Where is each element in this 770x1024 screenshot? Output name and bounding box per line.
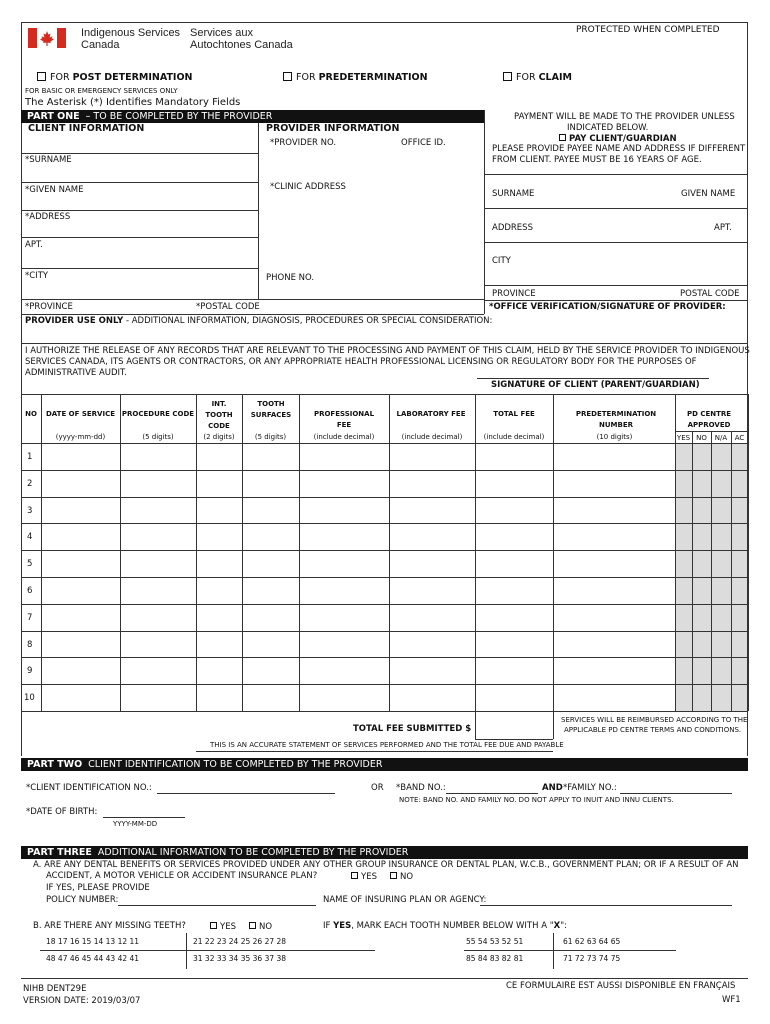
basic-emergency-note: FOR BASIC OR EMERGENCY SERVICES ONLY	[25, 87, 178, 95]
payee-line	[484, 208, 748, 209]
table-row-line	[21, 497, 748, 498]
dob-format-hint: YYYY-MM-DD	[113, 820, 158, 828]
column-divider	[484, 110, 485, 314]
predetermination-option[interactable]: FOR PREDETERMINATION	[283, 72, 428, 84]
table-row-number: 3	[27, 506, 33, 516]
insuring-plan-label: NAME OF INSURING PLAN OR AGENCY:	[323, 895, 487, 905]
version-date: VERSION DATE: 2019/03/07	[23, 996, 141, 1006]
teeth-row-1-a[interactable]: 18 17 16 15 14 13 12 11	[46, 937, 140, 946]
question-a-yes[interactable]: YES	[351, 872, 377, 883]
payee-note-1: PAYMENT WILL BE MADE TO THE PROVIDER UNLESS	[514, 112, 735, 122]
client-info-heading: CLIENT INFORMATION	[28, 123, 145, 134]
authorization-text-1: I AUTHORIZE THE RELEASE OF ANY RECORDS THAT ARE RELEVANT TO THE PROCESSING AND PAYMENT OF THIS CLAIM, HELD BY THE SERVICE PROVIDER TO INDIGENOUS	[25, 346, 750, 356]
client-line	[21, 299, 484, 300]
question-b-label: B. ARE THERE ANY MISSING TEETH?	[33, 921, 186, 931]
french-available-note: CE FORMULAIRE EST AUSSI DISPONIBLE EN FRANÇAIS	[506, 981, 736, 991]
table-column-line	[711, 431, 712, 711]
total-box-line	[475, 711, 476, 739]
total-box-line	[553, 711, 554, 739]
table-column-line	[21, 394, 22, 711]
pd-no-label: NO	[696, 434, 707, 442]
wf-code: WF1	[722, 995, 741, 1005]
date-of-birth-input[interactable]	[103, 817, 185, 818]
col-header-professional-fee: PROFESSIONAL FEE	[313, 410, 375, 429]
section-line	[21, 394, 748, 395]
col-header-total-fee: TOTAL FEE	[493, 410, 535, 418]
table-header-line	[675, 431, 748, 432]
table-column-line	[692, 431, 693, 711]
band-family-note: NOTE: BAND NO. AND FAMILY NO. DO NOT APPLY TO INUIT AND INNU CLIENTS.	[399, 796, 674, 804]
teeth-row-2-c[interactable]: 85 84 83 82 81	[466, 954, 524, 963]
family-number-input[interactable]	[620, 793, 732, 794]
claim-option[interactable]: FOR CLAIM	[503, 72, 572, 84]
teeth-divider-v	[186, 933, 187, 969]
table-column-line	[120, 394, 121, 711]
date-of-birth-label: *DATE OF BIRTH:	[26, 807, 98, 817]
payee-line	[484, 300, 748, 301]
table-column-line	[299, 394, 300, 711]
client-signature-label: SIGNATURE OF CLIENT (PARENT/GUARDIAN)	[491, 380, 700, 390]
client-id-label: *CLIENT IDENTIFICATION NO.:	[26, 783, 152, 793]
teeth-divider-v	[553, 933, 554, 969]
teeth-divider-h	[464, 950, 676, 951]
pd-na-label: N/A	[714, 434, 728, 442]
payee-line	[484, 285, 748, 286]
table-column-line	[748, 394, 749, 711]
client-apt-label: APT.	[25, 240, 43, 250]
client-city-label: *CITY	[25, 271, 49, 281]
frame-top	[21, 22, 748, 23]
client-line	[21, 237, 258, 238]
reimbursement-note-2: APPLICABLE PD CENTRE TERMS AND CONDITIONS.	[564, 726, 742, 734]
question-a-no[interactable]: NO	[390, 872, 413, 883]
table-row-line	[21, 684, 748, 685]
client-id-input[interactable]	[157, 793, 335, 794]
dept-name-en-1: Indigenous Services	[81, 27, 181, 39]
client-address-label: *ADDRESS	[25, 212, 71, 222]
table-row-line	[21, 631, 748, 632]
col-header-no: NO	[25, 410, 37, 418]
payee-city-label: CITY	[492, 256, 511, 266]
table-row-number: 7	[27, 613, 33, 623]
format-laboratory-fee: (include decimal)	[401, 433, 463, 441]
teeth-row-1-d[interactable]: 61 62 63 64 65	[563, 937, 621, 946]
section-line	[21, 343, 748, 344]
teeth-row-1-c[interactable]: 55 54 53 52 51	[466, 937, 524, 946]
table-row-number: 10	[24, 693, 35, 703]
format-date: (yyyy-mm-dd)	[55, 433, 106, 441]
band-number-input[interactable]	[446, 793, 538, 794]
table-row-line	[21, 577, 748, 578]
table-column-line	[196, 394, 197, 711]
client-line	[21, 210, 258, 211]
provider-use-only-label: PROVIDER USE ONLY - ADDITIONAL INFORMATION, DIAGNOSIS, PROCEDURES OR SPECIAL CONSIDERATION:	[25, 316, 493, 326]
client-province-label: *PROVINCE	[25, 302, 73, 312]
teeth-row-2-b[interactable]: 31 32 33 34 35 36 37 38	[193, 954, 287, 963]
band-number-label: *BAND NO.:	[396, 783, 446, 793]
pay-client-option[interactable]: PAY CLIENT/GUARDIAN	[559, 134, 677, 145]
teeth-row-2-d[interactable]: 71 72 73 74 75	[563, 954, 621, 963]
policy-number-label: POLICY NUMBER:	[46, 895, 119, 905]
question-b-yes[interactable]: YES	[210, 922, 236, 933]
payee-province-label: PROVINCE	[492, 289, 536, 299]
phone-number-label: PHONE NO.	[266, 273, 315, 283]
col-header-laboratory-fee: LABORATORY FEE	[396, 410, 466, 418]
table-row-line	[21, 657, 748, 658]
table-column-line	[675, 394, 676, 711]
mark-teeth-instruction: IF YES, MARK EACH TOOTH NUMBER BELOW WITH A "X":	[323, 921, 567, 931]
question-b-no[interactable]: NO	[249, 922, 272, 933]
pd-ac-label: AC	[734, 434, 745, 442]
family-number-label: *FAMILY NO.:	[563, 783, 617, 793]
insuring-plan-input[interactable]	[480, 905, 732, 906]
format-professional-fee: (include decimal)	[313, 433, 375, 441]
col-header-date: DATE OF SERVICE	[45, 410, 115, 418]
payee-postal-code-label: POSTAL CODE	[680, 289, 740, 299]
provider-number-label: *PROVIDER NO.	[270, 138, 337, 148]
signature-line[interactable]	[477, 378, 709, 379]
question-a-yes-checkbox[interactable]	[351, 872, 358, 879]
table-row-number: 4	[27, 532, 33, 542]
format-surfaces: (5 digits)	[254, 433, 287, 441]
form-id: NIHB DENT29E	[23, 984, 87, 994]
payee-given-name-label: GIVEN NAME	[681, 189, 736, 199]
table-row-line	[21, 604, 748, 605]
claim-checkbox[interactable]	[503, 72, 512, 81]
part-one-header: PART ONE – TO BE COMPLETED BY THE PROVIDER	[21, 110, 484, 123]
authorization-text-3: ADMINISTRATIVE AUDIT.	[25, 368, 127, 378]
or-label: OR	[371, 783, 384, 793]
question-b-yes-checkbox[interactable]	[210, 922, 217, 929]
payee-line	[484, 242, 748, 243]
policy-number-input[interactable]	[118, 905, 316, 906]
and-label: AND	[542, 783, 563, 793]
payee-note-3: PLEASE PROVIDE PAYEE NAME AND ADDRESS IF DIFFERENT	[492, 144, 746, 154]
part-three-header: PART THREE ADDITIONAL INFORMATION TO BE COMPLETED BY THE PROVIDER	[21, 846, 748, 859]
payee-line	[484, 174, 748, 175]
table-row-line	[21, 523, 748, 524]
table-row-number: 9	[27, 666, 33, 676]
table-row-number: 6	[27, 586, 33, 596]
format-predetermination: (10 digits)	[596, 433, 633, 441]
total-box-line	[475, 739, 553, 740]
col-header-pd-centre: PD CENTRE APPROVED	[686, 410, 732, 429]
col-header-procedure: PROCEDURE CODE	[121, 410, 195, 418]
dept-name-fr-2: Autochtones Canada	[190, 39, 293, 51]
table-column-line	[242, 394, 243, 711]
clinic-address-label: *CLINIC ADDRESS	[270, 182, 346, 192]
statement-line	[196, 751, 553, 752]
client-postal-code-label: *POSTAL CODE	[196, 302, 260, 312]
payee-surname-label: SURNAME	[492, 189, 535, 199]
part-two-header: PART TWO CLIENT IDENTIFICATION TO BE COMPLETED BY THE PROVIDER	[21, 758, 748, 771]
format-int-tooth: (2 digits)	[203, 433, 235, 441]
col-header-surfaces: TOOTH SURFACES	[250, 400, 292, 419]
table-row-line	[21, 470, 748, 471]
teeth-divider-h	[40, 950, 375, 951]
post-determination-option[interactable]: FOR POST DETERMINATION	[37, 72, 193, 84]
col-header-predetermination: PREDETERMINATION NUMBER	[575, 410, 657, 429]
teeth-row-2-a[interactable]: 48 47 46 45 44 43 42 41	[46, 954, 140, 963]
client-given-name-label: *GIVEN NAME	[25, 185, 84, 195]
table-column-line	[41, 394, 42, 711]
table-row-number: 8	[27, 640, 33, 650]
format-total-fee: (include decimal)	[483, 433, 545, 441]
office-verification-label: *OFFICE VERIFICATION/SIGNATURE OF PROVIDER:	[489, 302, 726, 312]
canada-flag	[28, 28, 66, 48]
table-header-line	[21, 443, 748, 444]
if-yes-provide-label: IF YES, PLEASE PROVIDE	[46, 883, 150, 893]
client-line	[21, 182, 258, 183]
client-line	[21, 153, 258, 154]
pd-yes-label: YES	[676, 434, 691, 442]
payee-apt-label: APT.	[714, 223, 732, 233]
table-column-line	[553, 394, 554, 711]
teeth-row-1-b[interactable]: 21 22 23 24 25 26 27 28	[193, 937, 287, 946]
column-divider	[258, 123, 259, 299]
table-row-number: 5	[27, 559, 33, 569]
post-determination-checkbox[interactable]	[37, 72, 46, 81]
table-column-line	[389, 394, 390, 711]
payee-note-2: INDICATED BELOW.	[567, 123, 649, 133]
accurate-statement: THIS IS AN ACCURATE STATEMENT OF SERVICES PERFORMED AND THE TOTAL FEE DUE AND PAYABLE	[210, 741, 564, 749]
question-a-line-2: ACCIDENT, A MOTOR VEHICLE OR ACCIDENT INSURANCE PLAN?	[46, 871, 318, 881]
question-a-line-1: A. ARE ANY DENTAL BENEFITS OR SERVICES PROVIDED UNDER ANY OTHER GROUP INSURANCE OR DENTAL PLAN, W.C.B., GOVERNMENT PLAN; OR IF A RESULT OF AN	[33, 860, 739, 870]
provider-info-heading: PROVIDER INFORMATION	[266, 123, 400, 134]
payee-address-label: ADDRESS	[492, 223, 533, 233]
table-row-number: 1	[27, 452, 33, 462]
section-line	[21, 314, 484, 315]
authorization-text-2: SERVICES CANADA, ITS AGENTS OR CONTRACTORS, OR ANY APPROPRIATE HEALTH PROFESSIONAL LICENSING OR REGULATORY BODY FOR THE PURPOSES OF	[25, 357, 697, 367]
question-b-no-checkbox[interactable]	[249, 922, 256, 929]
table-column-line	[731, 431, 732, 711]
reimbursement-note-1: SERVICES WILL BE REIMBURSED ACCORDING TO THE	[561, 716, 748, 724]
protected-notice: PROTECTED WHEN COMPLETED	[576, 25, 720, 35]
total-fee-submitted-label: TOTAL FEE SUBMITTED $	[353, 724, 472, 734]
predetermination-checkbox[interactable]	[283, 72, 292, 81]
footer-line	[21, 978, 748, 979]
client-line	[21, 268, 258, 269]
office-id-label: OFFICE ID.	[401, 138, 446, 148]
format-procedure: (5 digits)	[142, 433, 174, 441]
pay-client-checkbox[interactable]	[559, 134, 566, 141]
question-a-no-checkbox[interactable]	[390, 872, 397, 879]
payee-note-4: FROM CLIENT. PAYEE MUST BE 16 YEARS OF AGE.	[492, 155, 702, 165]
table-row-line	[21, 550, 748, 551]
asterisk-note: The Asterisk (*) Identifies Mandatory Fields	[25, 97, 241, 108]
col-header-int-tooth: INT. TOOTH CODE	[205, 400, 233, 430]
table-row-line	[21, 711, 748, 712]
dept-name-en-2: Canada	[81, 39, 120, 51]
table-column-line	[475, 394, 476, 711]
table-row-number: 2	[27, 479, 33, 489]
dept-name-fr-1: Services aux	[190, 27, 253, 39]
client-surname-label: *SURNAME	[25, 155, 72, 165]
